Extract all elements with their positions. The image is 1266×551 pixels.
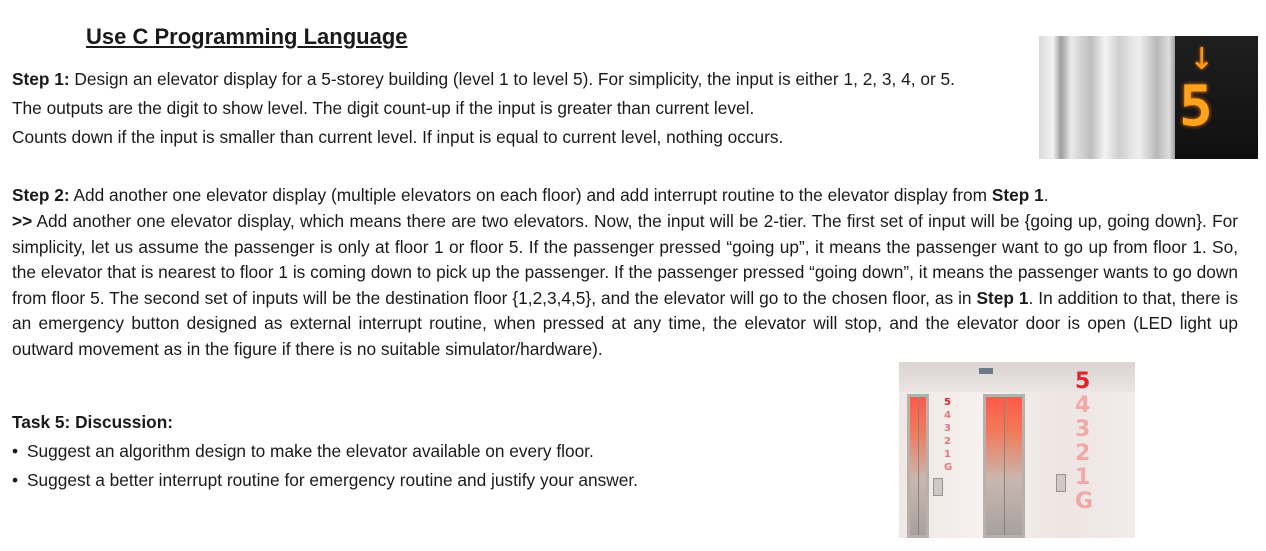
elevator-door-left	[907, 394, 929, 538]
task5-bullet-2	[12, 468, 638, 494]
task5-bullet-1-text: Suggest an algorithm design to make the elevator available on every floor.	[27, 441, 594, 461]
floor-directory-small	[944, 396, 952, 474]
down-arrow-icon: ↓	[1189, 42, 1215, 77]
floor-number: G	[944, 462, 953, 473]
step1-label: Step 1:	[12, 69, 70, 89]
step2-intro	[12, 183, 1049, 209]
step2-body-b: . In addition to that, there is an emergency button designed as external interrupt routine, when pressed at any time, the elevator will stop, and the elevator door is open (LED light up outward movement as in the figure if there is no suitable simulator/hardware).	[12, 287, 1238, 359]
floor-number: 4	[1075, 393, 1091, 418]
step2-body-a: Add another one elevator display, which means there are two elevators. Now, the input will be 2-tier. The first set of input will be {going up, going down}. For simplicity, let us assume the passenger is only at floor 1 or floor 5. If the passenger pressed “going up”, it means the passenger want to go up from floor 1. So, the elevator that is nearest to floor 1 is coming down to pick up the passenger. If the passenger pressed “going down”, it means the passenger wants to go down from floor 5. The second set of inputs will be the destination floor {1,2,3,4,5}, and the elevator will go to the chosen floor, as in	[12, 211, 1238, 308]
step2-body	[12, 209, 1238, 362]
floor-directory-large	[1075, 370, 1093, 514]
step1-text-1: Design an elevator display for a 5-storey building (level 1 to level 5). For simplicity, the input is either 1, 2, 3, 4, or 5.	[69, 69, 955, 89]
call-button-icon	[933, 478, 943, 496]
step2-intro-text: Add another one elevator display (multiple elevators on each floor) and add interrupt routine to the elevator display from	[69, 185, 992, 205]
step1-line3: Counts down if the input is smaller than current level. If input is equal to current level, nothing occurs.	[12, 127, 784, 147]
task5-heading: Task 5: Discussion:	[12, 412, 174, 432]
floor-number: 3	[1075, 417, 1091, 442]
call-button-icon	[1056, 474, 1066, 492]
floor-number: 3	[944, 423, 951, 434]
elevator-lobby-photo	[899, 362, 1135, 538]
elevator-door-center	[983, 394, 1025, 538]
task5-bullet-1	[12, 439, 594, 465]
step1-line2: The outputs are the digit to show level. The digit count-up if the input is greater than current level.	[12, 98, 755, 118]
lobby-ceiling	[899, 362, 1135, 392]
step1-line1	[12, 67, 955, 93]
floor-number: 2	[944, 436, 951, 447]
bullet-dot: •	[12, 470, 19, 490]
step2-marker: >>	[12, 211, 33, 231]
exit-sign-icon	[979, 368, 993, 374]
task5-bullet-2-text: Suggest a better interrupt routine for emergency routine and justify your answer.	[27, 470, 638, 490]
floor-number: 2	[1075, 441, 1091, 466]
bullet-dot: •	[12, 441, 19, 461]
step2-intro-end: .	[1043, 185, 1049, 205]
floor-number: 1	[944, 449, 951, 460]
floor-digit-display: 5	[1179, 74, 1213, 139]
step2-body-ref: Step 1	[976, 287, 1029, 308]
floor-number: 4	[944, 410, 951, 421]
floor-number: G	[1075, 489, 1094, 514]
step2-intro-ref: Step 1	[991, 185, 1044, 205]
elevator-indicator-photo	[1039, 36, 1258, 159]
floor-number: 5	[1075, 369, 1091, 394]
floor-number: 5	[944, 397, 951, 408]
floor-number: 1	[1075, 465, 1091, 490]
step2-label: Step 2:	[12, 185, 70, 205]
page-title: Use C Programming Language	[86, 24, 408, 49]
